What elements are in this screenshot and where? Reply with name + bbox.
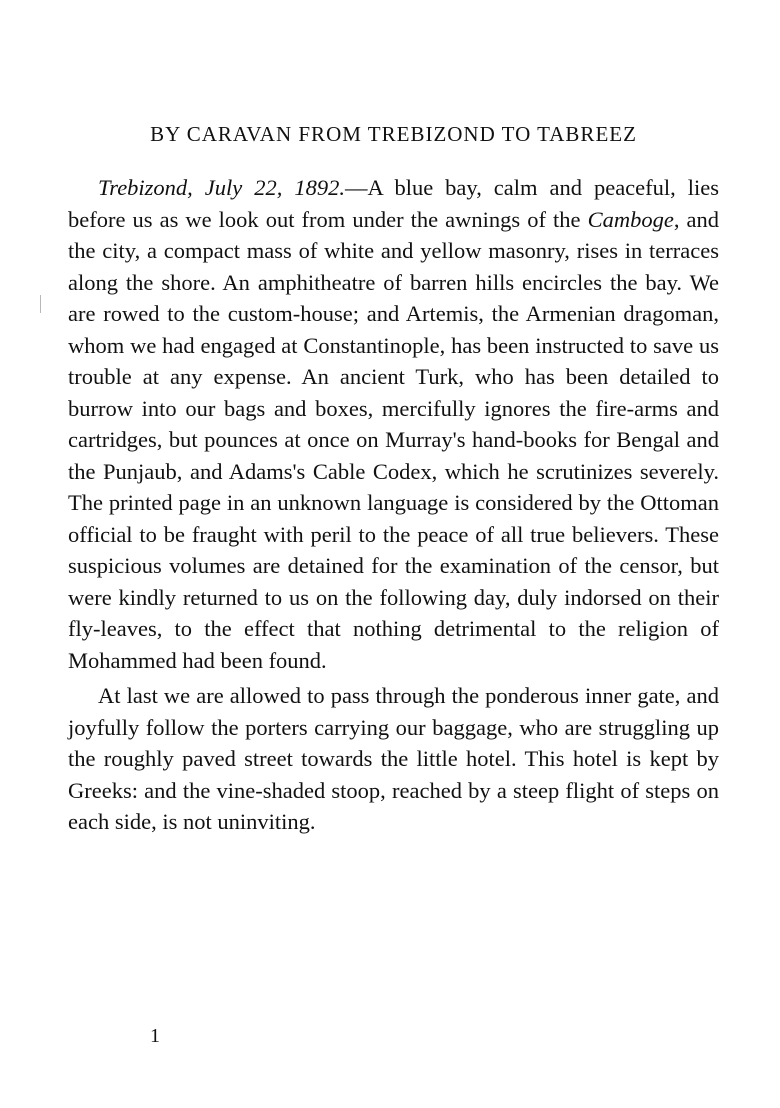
margin-mark <box>40 295 41 313</box>
paragraph-1 <box>68 172 719 676</box>
paragraph-1-continuation: , and the city, a compact mass of white and yellow masonry, rises in terraces along the shore. An amphitheatre of barren hills encircles the bay. We are rowed to the custom-house; and Artemis, the Armenian dragoman, whom we had engaged at Constantinople, has been instructed to save us trouble at any expense. An ancient Turk, who has been detailed to burrow into our bags and boxes, mercifully ignores the fire-arms and cartridges, but pounces at once on Murray's hand-books for Bengal and the Punjaub, and Adams's Cable Codex, which he scrutinizes severely. The printed page in an unknown language is considered by the Ottoman official to be fraught with peril to the peace of all true believers. These suspicious volumes are detained for the examination of the censor, but were kindly returned to us on the following day, duly indorsed on their fly-leaves, to the effect that nothing detrimental to the religion of Mohammed had been found. <box>68 206 719 673</box>
dateline: Trebizond, July 22, 1892. <box>98 175 345 200</box>
body-text <box>68 172 719 838</box>
signature-mark: 1 <box>150 1025 160 1047</box>
paragraph-1-text: —A blue bay, calm and peaceful, lies before us as we look out from under the awnings of the <box>68 175 719 232</box>
paragraph-2: At last we are allowed to pass through the ponderous inner gate, and joyfully follow the porters carrying our baggage, who are struggling up the roughly paved street towards the little hotel. This hotel is kept by Greeks: and the vine-shaded stoop, reached by a steep flight of steps on each side, is not uninviting. <box>68 683 719 834</box>
running-title: BY CARAVAN FROM TREBIZOND TO TABREEZ <box>150 122 637 146</box>
ship-name: Camboge <box>587 206 674 232</box>
